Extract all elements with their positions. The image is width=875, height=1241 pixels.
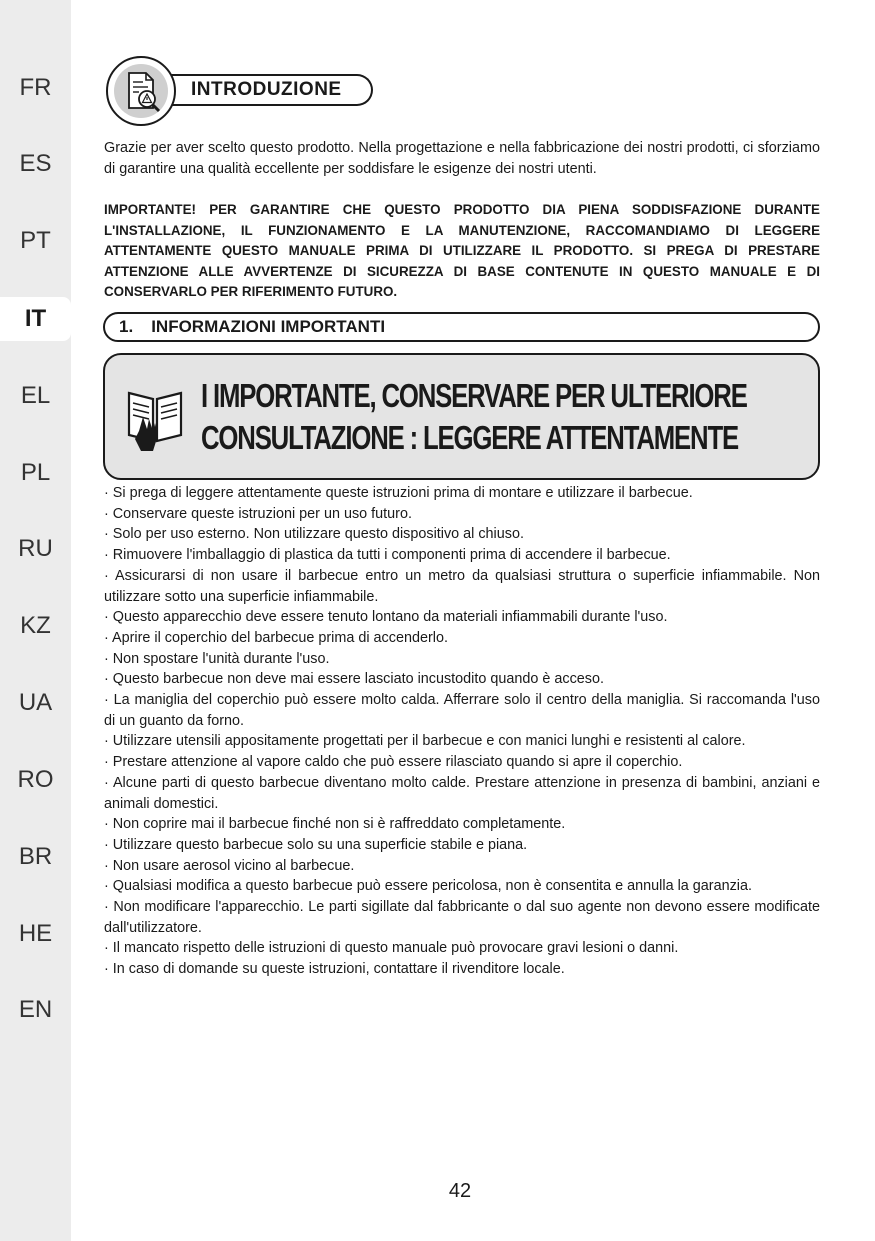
section-number: 1. <box>119 317 134 336</box>
intro-paragraph: Grazie per aver scelto questo prodotto. Nella progettazione e nella fabbricazione dei nostri prodotti, ci sforziamo di garantire una qualità eccellente per soddisfare le esigenze dei nostri utenti. <box>104 140 820 177</box>
read-manual-warning-box <box>103 353 820 480</box>
lang-tab-br[interactable]: BR <box>18 843 53 870</box>
list-item: · Questo barbecue non deve mai essere lasciato incustodito quando è acceso. <box>104 671 604 688</box>
list-item: · Conservare queste istruzioni per un uso futuro. <box>104 505 412 522</box>
document-warning-icon <box>106 56 176 126</box>
list-item: · Alcune parti di questo barbecue diventano molto calde. Prestare attenzione in presenza di bambini, anziani e animali domestici. <box>104 774 820 812</box>
list-item: · Si prega di leggere attentamente queste istruzioni prima di montare e utilizzare il barbecue. <box>104 485 693 501</box>
safety-instructions-list <box>104 483 820 980</box>
warning-title-line-2: CONSULTAZIONE : LEGGERE ATTENTAMENTE <box>201 419 739 456</box>
list-item: · Qualsiasi modifica a questo barbecue può essere pericolosa, non è consentita e annulla la garanzia. <box>104 878 752 895</box>
list-item: · Aprire il coperchio del barbecue prima di accenderlo. <box>104 629 448 646</box>
lang-tab-pt[interactable]: PT <box>20 227 51 254</box>
lang-tab-fr[interactable]: FR <box>19 74 52 101</box>
list-item: · Non spostare l'unità durante l'uso. <box>104 650 330 667</box>
important-notice: IMPORTANTE! PER GARANTIRE CHE QUESTO PRODOTTO DIA PIENA SODDISFAZIONE DURANTE L'INSTALLAZIONE, IL FUNZIONAMENTO E LA MANUTENZIONE, RACCOMANDIAMO DI LEGGERE ATTENTAMENTE QUESTO MANUALE PRIMA DI UTILIZZARE IL PRODOTTO. SI PREGA DI PRESTARE ATTENZIONE ALLE AVVERTENZE DI SICUREZZA DI BASE CONTENUTE IN QUESTO MANUALE E DI CONSERVARLO PER RIFERIMENTO FUTURO. <box>104 202 820 299</box>
list-item: · Utilizzare utensili appositamente progettati per il barbecue e con manici lunghi e resistenti al calore. <box>104 733 746 750</box>
list-item: · Non coprire mai il barbecue finché non si è raffreddato completamente. <box>104 816 566 833</box>
list-item: · Assicurarsi di non usare il barbecue entro un metro da qualsiasi struttura o superficie infiammabile. Non utilizzare sotto una superficie infiammabile. <box>104 567 820 605</box>
list-item: · Non modificare l'apparecchio. Le parti sigillate dal fabbricante o dal suo agente non devono essere modificate dall'utilizzatore. <box>104 899 820 936</box>
list-item: · Non usare aerosol vicino al barbecue. <box>104 857 355 874</box>
lang-tab-it[interactable]: IT <box>0 297 71 341</box>
list-item: · Il mancato rispetto delle istruzioni di questo manuale può provocare gravi lesioni o danni. <box>104 940 679 957</box>
lang-tab-ru[interactable]: RU <box>18 535 53 562</box>
lang-tab-ro[interactable]: RO <box>17 766 54 793</box>
read-manual-icon <box>123 379 187 455</box>
lang-tab-es[interactable]: ES <box>19 150 52 177</box>
lang-tab-he[interactable]: HE <box>18 920 53 947</box>
list-item: · Utilizzare questo barbecue solo su una superficie stabile e piana. <box>104 836 528 853</box>
list-item: · In caso di domande su queste istruzioni, contattare il rivenditore locale. <box>104 961 565 978</box>
section-heading <box>103 312 820 342</box>
section-title: INFORMAZIONI IMPORTANTI <box>151 317 386 336</box>
list-item: · La maniglia del coperchio può essere molto calda. Afferrare solo il centro della maniglia. Si raccomanda l'uso di un guanto da forno. <box>104 692 820 729</box>
list-item: · Questo apparecchio deve essere tenuto lontano da materiali infiammabili durante l'uso. <box>104 609 668 626</box>
list-item: · Prestare attenzione al vapore caldo che può essere rilasciato quando si apre il coperchio. <box>104 754 683 771</box>
page-number: 42 <box>448 1180 472 1202</box>
lang-tab-pl[interactable]: PL <box>20 459 51 486</box>
list-item: · Solo per uso esterno. Non utilizzare questo dispositivo al chiuso. <box>104 526 524 543</box>
warning-title <box>201 375 747 459</box>
lang-tab-ua[interactable]: UA <box>18 689 53 716</box>
lang-tab-el[interactable]: EL <box>20 382 51 409</box>
warning-title-line-1: I IMPORTANTE, CONSERVARE PER ULTERIORE <box>201 377 747 414</box>
list-item: · Rimuovere l'imballaggio di plastica da tutti i componenti prima di accendere il barbecue. <box>104 547 671 564</box>
intro-heading <box>165 74 373 106</box>
lang-tab-kz[interactable]: KZ <box>20 612 51 639</box>
language-sidebar <box>0 0 71 1241</box>
intro-title: INTRODUZIONE <box>191 79 342 100</box>
lang-tab-en[interactable]: EN <box>18 996 53 1023</box>
